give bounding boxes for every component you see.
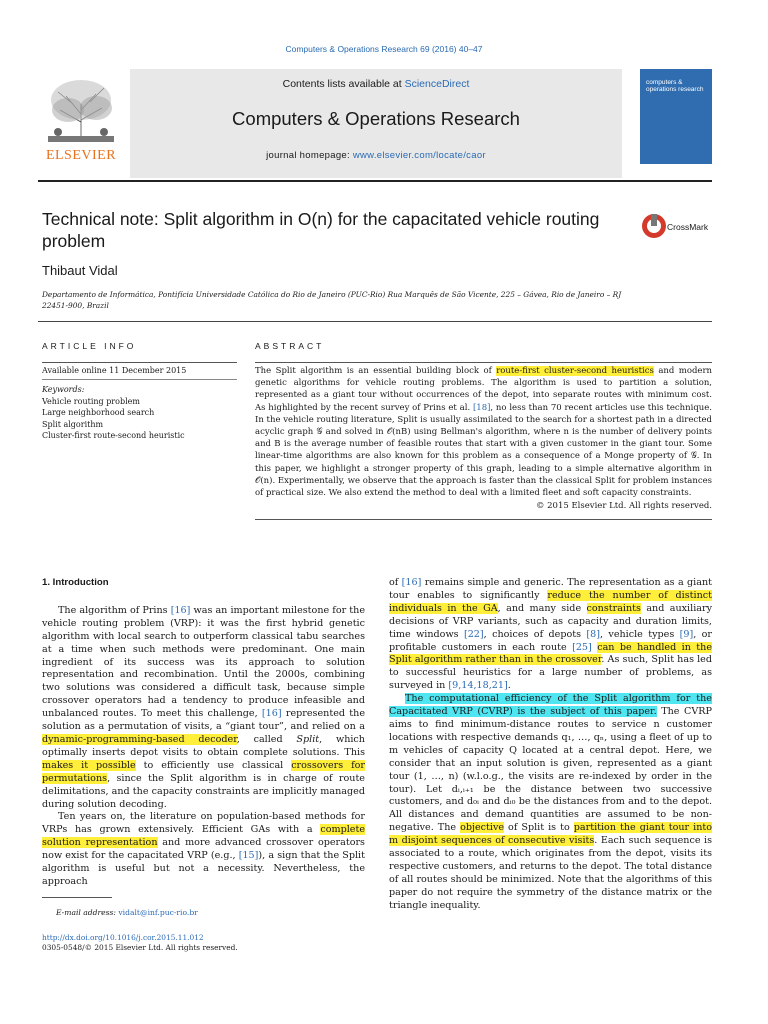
abstract-copyright: © 2015 Elsevier Ltd. All rights reserved. — [535, 501, 712, 511]
keyword-item: Vehicle routing problem — [42, 396, 140, 406]
author-name: Thibaut Vidal — [42, 263, 118, 278]
footnote-rule — [42, 897, 112, 898]
header-divider — [38, 180, 712, 182]
section-divider — [38, 321, 712, 322]
highlight: dynamic-programming-based decoder — [42, 733, 237, 745]
highlight-cyan: The computational efficiency of the Split algorithm for the Capacitated VRP (CVRP) is the subject of this paper. — [389, 693, 712, 718]
citation-link[interactable]: [25] — [572, 641, 592, 653]
left-column — [42, 577, 365, 889]
citation-link[interactable]: [8] — [586, 628, 600, 640]
abstract-text: and modern genetic algorithms for vehicle routing problems. The algorithm is used to partition a solution, represented as a giant tour without occurrences of the depot, into separate routes with minimum cost. As highlighted by the recent survey of Prins et al. — [255, 366, 712, 413]
right-column — [389, 577, 712, 913]
keyword-item: Cluster-first route-second heuristic — [42, 431, 185, 441]
article-title: Technical note: Split algorithm in O(n) for the capacitated vehicle routing problem — [42, 209, 600, 251]
citation-link[interactable]: [9] — [679, 628, 694, 640]
cover-title: computers & operations research — [646, 79, 704, 93]
keywords-label: Keywords: — [42, 385, 85, 394]
keyword-item: Large neighborhood search — [42, 408, 155, 418]
abstract-text: , no less than 70 recent articles use this technique. In the vehicle routing literature, Split is usually assimilated to the search for a shortest path in a directed acyclic graph 𝒢 and solved in 𝒪(nB) using Bellman's algorithm, where n is the number of delivery points and B is the average number of feasible routes that start with a given customer in the giant tour. Some linear-time algorithms are also known for this problem as a consequence of a Monge property of 𝒢. In this paper, we highlight a stronger property of this graph, leading to a simple alternative algorithm in 𝒪(n). Experimentally, we observe that the approach is faster than the classical Split for problem instances of practical size. We also extend the method to deal with a limited fleet and soft capacity constraints. — [255, 402, 713, 499]
paragraph: The algorithm of Prins [16] was an important milestone for the vehicle routing problem (VRP): it was the first hybrid genetic algorithm with local search to outperform classical tabu searches at a time when such methods were predominant. One main ingredient of its success was its approach to solution representation and recombination. Until the 2000s, combining two solutions was considered a difficult task, because simple crossover operators had a tendency to produce infeasible and unbalanced routes. To meet this challenge, [16] represented the solution as a permutation of visits, a “giant tour”, and relied on a dynamic-programming-based decoder, called Split, which optimally inserts depot visits to obtain complete solutions. This makes it possible to efficiently use classical crossovers for permutations, since the Split algorithm is in charge of route delimitations, and the capacity constraints are implicitly managed during solution decoding. — [42, 604, 366, 810]
citation-link[interactable]: [18] — [472, 402, 491, 413]
homepage-label: journal homepage: — [266, 150, 353, 161]
doi-link[interactable]: http://dx.doi.org/10.1016/j.cor.2015.11.012 — [42, 933, 204, 942]
citation-link[interactable]: [15] — [238, 850, 259, 862]
article-info-subrule — [42, 379, 237, 380]
author-affiliation: Departamento de Informática, Pontifícia Universidade Católica do Rio de Janeiro (PUC-Rio) Rua Marquês de São Vicente, 225 – Gávea, Rio de Janeiro – RJ 22451-900, Brazil — [42, 290, 622, 310]
article-info-heading: ARTICLE INFO — [42, 341, 137, 351]
contents-availability — [130, 78, 622, 90]
publisher-logo-text: ELSEVIER — [45, 148, 117, 163]
highlight: route-first cluster-second heuristics — [496, 366, 654, 376]
email-label: E-mail address: — [56, 908, 119, 917]
homepage-link[interactable]: www.elsevier.com/locate/caor — [352, 150, 486, 161]
journal-cover-image[interactable] — [640, 69, 712, 164]
citation-link[interactable]: [22] — [463, 628, 484, 640]
keyword-item: Split algorithm — [42, 419, 104, 429]
highlight: can be handled in the Split algorithm rather than in the crossover — [389, 641, 712, 666]
citation-link[interactable]: [9,14,18,21] — [448, 680, 508, 692]
highlight: partition the giant tour into m disjoint sequences of consecutive visits — [389, 822, 713, 847]
email-link[interactable]: vidalt@inf.puc-rio.br — [118, 908, 198, 917]
paragraph: Ten years on, the literature on population-based methods for VRPs has grown extensively. Efficient GAs with a complete solution representation and more advanced crossover operators now exist for the capacitated VRP (e.g., [15]), a sign that the Split algorithm is useful but not a necessity. Nevertheless, the approach — [42, 811, 365, 887]
crossmark-label[interactable]: CrossMark — [667, 222, 709, 232]
highlight: complete solution representation — [42, 824, 365, 849]
abstract-rule — [255, 362, 712, 363]
highlight: constraints — [586, 602, 641, 614]
highlight: crossovers for permutations — [42, 759, 365, 784]
highlight: reduce the number of distinct individuals in the GA — [389, 589, 712, 614]
sciencedirect-link[interactable]: ScienceDirect — [404, 78, 470, 90]
contents-prefix: Contents lists available at — [282, 78, 405, 90]
available-online-date: Available online 11 December 2015 — [42, 366, 187, 375]
abstract-heading: ABSTRACT — [255, 341, 325, 351]
paragraph: The computational efficiency of the Split algorithm for the Capacitated VRP (CVRP) is the subject of this paper. The CVRP aims to find minimum-distance routes to service n customer locations with respective demands q₁, …, qₙ, using a fleet of up to m vehicles of capacity Q located at a central depot. Here, we consider that an input solution is given, represented as a giant tour (1, …, n) (w.l.o.g., the visits are re-indexed by order in the tour). Let dᵢ,ᵢ₊₁ be the distance between two successive customers, and d₀ᵢ and dᵢ₀ be the distances from and to the depot. All distances and demand quantities are assumed to be non-negative. The objective of Split is to partition the giant tour into m disjoint sequences of consecutive visits. Each such sequence is associated to a route, which originates from the depot, visits its respective customers, and returns to the depot. The total distance of all routes should be minimized. Note that the algorithms of this paper do not require the symmetry of the distance matrix or the triangle inequality. — [389, 693, 713, 911]
journal-reference[interactable]: Computers & Operations Research 69 (2016) 40–47 — [285, 44, 483, 54]
article-info-rule — [42, 362, 237, 363]
journal-title: Computers & Operations Research — [232, 108, 520, 129]
abstract-bottom-rule — [255, 519, 712, 520]
footnote-email — [56, 908, 198, 917]
citation-link[interactable]: [16] — [170, 604, 191, 616]
paragraph: of [16] remains simple and generic. The representation as a giant tour enables to significantly reduce the number of distinct individuals in the GA, and many side constraints and auxiliary decisions of VRP variants, such as capacity and duration limits, time windows [22], choices of depots [8], vehicle types [9], or profitable customers in each route [25] can be handled in the Split algorithm rather than in the crossover. As such, Split has led to successful heuristics for a large number of problems, as surveyed in [9,14,18,21]. — [389, 577, 712, 692]
citation-link[interactable]: [16] — [261, 708, 282, 720]
abstract-body — [255, 365, 712, 499]
section-heading-introduction: 1. Introduction — [42, 577, 109, 588]
highlight: makes it possible — [42, 759, 136, 771]
highlight: objective — [460, 822, 505, 834]
citation-link[interactable]: [16] — [401, 577, 422, 588]
issn-copyright: 0305-0548/© 2015 Elsevier Ltd. All rights reserved. — [42, 943, 238, 952]
abstract-text: The Split algorithm is an essential building block of — [255, 366, 497, 376]
keywords-block — [42, 384, 185, 442]
journal-homepage — [130, 150, 622, 161]
